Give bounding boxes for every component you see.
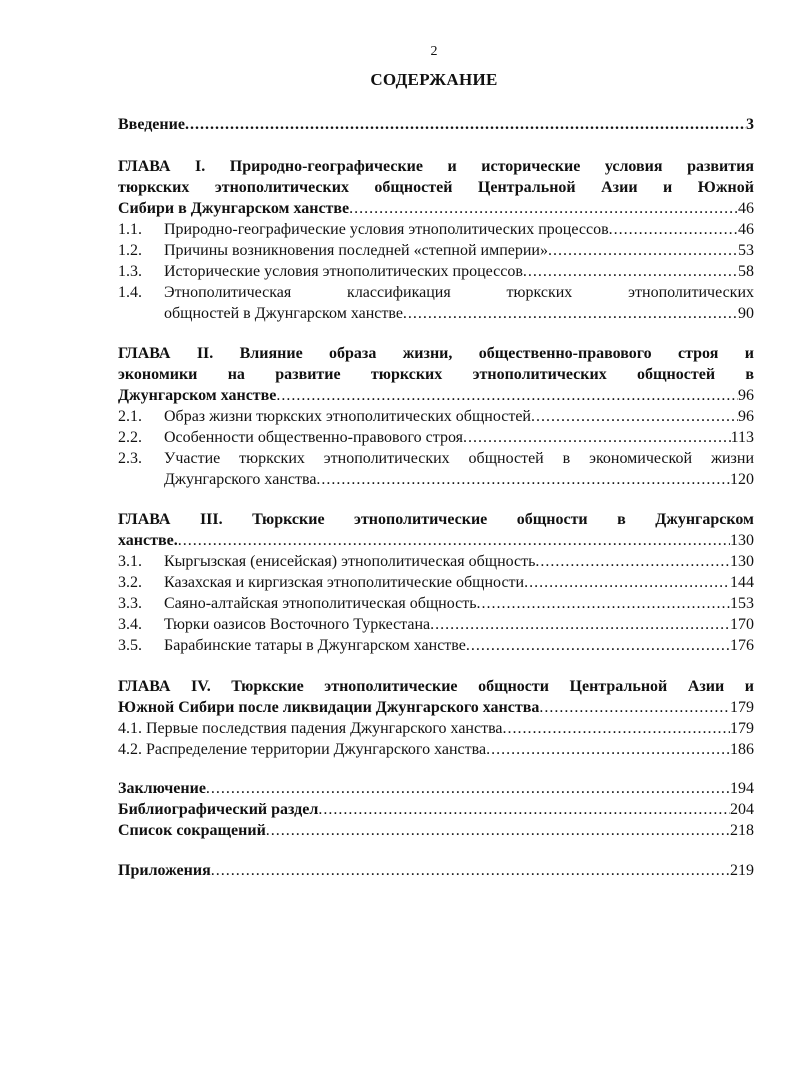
word: и bbox=[447, 158, 457, 175]
page-title: СОДЕРЖАНИЕ bbox=[370, 70, 498, 89]
entry-page: 170 bbox=[730, 616, 754, 633]
entry-label-line-1 bbox=[164, 282, 754, 303]
dot-leader bbox=[403, 303, 738, 324]
word: Центральной bbox=[569, 678, 668, 695]
word: ГЛАВА bbox=[118, 345, 171, 362]
entry-page: 46 bbox=[738, 200, 754, 217]
entry-number: 1.2. bbox=[118, 242, 142, 259]
word: Влияние bbox=[239, 345, 303, 362]
entry-label-line-2 bbox=[164, 303, 754, 324]
word: этнополитических bbox=[472, 366, 607, 383]
entry-label: Южной Сибири после ликвидации Джунгарского ханства bbox=[118, 699, 540, 716]
toc-entry-intro[interactable] bbox=[118, 114, 754, 135]
dot-leader bbox=[503, 718, 730, 739]
dot-leader bbox=[316, 469, 730, 490]
word: IV. bbox=[191, 678, 211, 695]
toc-entry-3-1[interactable] bbox=[118, 551, 754, 572]
toc-entry-3-5[interactable] bbox=[118, 635, 754, 656]
entry-number: 2.3. bbox=[118, 450, 142, 467]
toc-entry-1-3[interactable] bbox=[118, 261, 754, 282]
word: исторические bbox=[481, 158, 581, 175]
toc-entry-conclusion[interactable] bbox=[118, 778, 754, 799]
entry-label: 4.1. Первые последствия падения Джунгарского ханства bbox=[118, 720, 503, 737]
chapter-1-heading-line-3[interactable] bbox=[118, 198, 754, 219]
word: Южной bbox=[697, 179, 754, 196]
toc-entry-1-1[interactable] bbox=[118, 219, 754, 240]
page-number: 2 bbox=[430, 44, 438, 59]
entry-page: 153 bbox=[730, 595, 754, 612]
word: III. bbox=[199, 511, 223, 528]
entry-label: Причины возникновения последней «степной империи» bbox=[164, 242, 548, 259]
entry-page: 218 bbox=[730, 822, 754, 839]
entry-label: Кыргызская (енисейская) этнополитическая общность bbox=[164, 553, 536, 570]
word: этнополитические bbox=[324, 678, 458, 695]
toc-entry-1-4[interactable] bbox=[118, 282, 754, 324]
dot-leader bbox=[609, 219, 738, 240]
dot-leader bbox=[276, 385, 738, 406]
entry-page: 90 bbox=[738, 305, 754, 322]
entry-label: Заключение bbox=[118, 780, 206, 797]
chapter-2-heading-line-1[interactable] bbox=[118, 343, 754, 364]
dot-leader bbox=[185, 114, 746, 135]
entry-number: 1.4. bbox=[118, 284, 142, 301]
dot-leader bbox=[463, 427, 731, 448]
word: Азии bbox=[601, 179, 638, 196]
word: развитие bbox=[275, 366, 341, 383]
chapter-2-heading-line-3[interactable] bbox=[118, 385, 754, 406]
entry-page: 219 bbox=[730, 862, 754, 879]
toc-intro bbox=[118, 114, 754, 135]
entry-page: 120 bbox=[730, 471, 754, 488]
entry-page: 144 bbox=[730, 574, 754, 591]
word: Природно-географические bbox=[229, 158, 423, 175]
entry-label: ханстве. bbox=[118, 532, 178, 549]
entry-label: Тюрки оазисов Восточного Туркестана bbox=[164, 616, 431, 633]
word: условия bbox=[604, 158, 663, 175]
word: жизни, bbox=[402, 345, 453, 362]
chapter-4-heading-line-2[interactable] bbox=[118, 697, 754, 718]
word: и bbox=[744, 678, 754, 695]
chapter-3-heading-line-1[interactable] bbox=[118, 509, 754, 530]
toc-chapter-1 bbox=[118, 156, 754, 324]
entry-page: 46 bbox=[738, 221, 754, 238]
entry-label: Особенности общественно-правового строя bbox=[164, 429, 463, 446]
entry-number: 2.2. bbox=[118, 429, 142, 446]
entry-label: Библиографический раздел bbox=[118, 801, 319, 818]
entry-label: Саяно-алтайская этнополитическая общность bbox=[164, 595, 477, 612]
entry-label: Приложения bbox=[118, 862, 211, 879]
entry-page: 130 bbox=[730, 532, 754, 549]
entry-label: Исторические условия этнополитических процессов bbox=[164, 263, 523, 280]
entry-number: 1.3. bbox=[118, 263, 142, 280]
entry-number: 3.5. bbox=[118, 637, 142, 654]
word: развития bbox=[687, 158, 754, 175]
word: общностей bbox=[374, 179, 453, 196]
toc-entry-4-1[interactable] bbox=[118, 718, 754, 739]
entry-page: 186 bbox=[730, 741, 754, 758]
entry-number: 3.3. bbox=[118, 595, 142, 612]
word: Азии bbox=[687, 678, 725, 695]
word: общностей bbox=[637, 366, 716, 383]
chapter-1-heading-line-2[interactable] bbox=[118, 177, 754, 198]
entry-label: Образ жизни тюркских этнополитических общностей bbox=[164, 408, 531, 425]
entry-page: 53 bbox=[738, 242, 754, 259]
word: и bbox=[663, 179, 673, 196]
chapter-3-heading-line-2[interactable] bbox=[118, 530, 754, 551]
chapter-1-heading-line-1[interactable] bbox=[118, 156, 754, 177]
entry-page: 96 bbox=[738, 408, 754, 425]
word: ГЛАВА bbox=[118, 678, 171, 695]
entry-number: 3.2. bbox=[118, 574, 142, 591]
dot-leader bbox=[524, 572, 730, 593]
toc-entry-2-3[interactable] bbox=[118, 448, 754, 490]
toc-chapter-4 bbox=[118, 676, 754, 760]
word: Тюркские bbox=[252, 511, 325, 528]
dot-leader bbox=[349, 198, 738, 219]
word: общности bbox=[516, 511, 588, 528]
entry-label: Барабинские татары в Джунгарском ханстве bbox=[164, 637, 466, 654]
toc-appendix bbox=[118, 860, 754, 881]
entry-page: 179 bbox=[730, 699, 754, 716]
word: ГЛАВА bbox=[118, 511, 171, 528]
entry-label: общностей в Джунгарском ханстве bbox=[164, 305, 403, 322]
entry-number: 2.1. bbox=[118, 408, 142, 425]
toc-back-matter bbox=[118, 778, 754, 841]
entry-label: Список сокращений bbox=[118, 822, 266, 839]
word: Этнополитическая bbox=[164, 284, 292, 301]
word: в bbox=[745, 366, 754, 383]
entry-page: 3 bbox=[746, 116, 754, 133]
word: Джунгарском bbox=[655, 511, 754, 528]
toc-entry-3-4[interactable] bbox=[118, 614, 754, 635]
dot-leader bbox=[548, 240, 738, 261]
dot-leader bbox=[466, 635, 730, 656]
toc-entry-2-2[interactable] bbox=[118, 427, 754, 448]
toc-chapter-2 bbox=[118, 343, 754, 490]
entry-label: Сибири в Джунгарском ханстве bbox=[118, 200, 350, 217]
dot-leader bbox=[178, 530, 730, 551]
dot-leader bbox=[211, 860, 730, 881]
word: II. bbox=[196, 345, 214, 362]
dot-leader bbox=[477, 593, 730, 614]
toc-entry-1-2[interactable] bbox=[118, 240, 754, 261]
dot-leader bbox=[539, 697, 730, 718]
word: Тюркские bbox=[231, 678, 304, 695]
entry-label: Джунгарском ханстве bbox=[118, 387, 277, 404]
word: классификация bbox=[347, 284, 451, 301]
word: тюркских bbox=[370, 366, 443, 383]
word: тюркских bbox=[118, 179, 190, 196]
entry-page: 113 bbox=[730, 429, 754, 446]
dot-leader bbox=[523, 261, 738, 282]
entry-page: 176 bbox=[730, 637, 754, 654]
entry-number: 3.4. bbox=[118, 616, 142, 633]
entry-label: Природно-географические условия этнополитических процессов bbox=[164, 221, 609, 238]
toc-entry-appendix[interactable] bbox=[118, 860, 754, 881]
word: на bbox=[227, 366, 245, 383]
dot-leader bbox=[318, 799, 730, 820]
entry-page: 96 bbox=[738, 387, 754, 404]
word: общественно-правового bbox=[478, 345, 652, 362]
toc-entry-2-1[interactable] bbox=[118, 406, 754, 427]
dot-leader bbox=[206, 778, 730, 799]
entry-label-line-1: Участие тюркских этнополитических общностей в экономической жизни bbox=[164, 450, 754, 467]
toc-entry-4-2[interactable] bbox=[118, 739, 754, 760]
entry-page: 58 bbox=[738, 263, 754, 280]
entry-page: 179 bbox=[730, 720, 754, 737]
entry-page: 204 bbox=[730, 801, 754, 818]
toc-chapter-3 bbox=[118, 509, 754, 656]
toc-entry-bibliography[interactable] bbox=[118, 799, 754, 820]
dot-leader bbox=[486, 739, 730, 760]
dot-leader bbox=[531, 406, 738, 427]
word: этнополитических bbox=[628, 284, 754, 301]
word: Центральной bbox=[477, 179, 576, 196]
word: ГЛАВА bbox=[118, 158, 171, 175]
entry-label: 4.2. Распределение территории Джунгарского ханства bbox=[118, 741, 487, 758]
word: этнополитических bbox=[214, 179, 349, 196]
word: строя bbox=[677, 345, 719, 362]
entry-number: 3.1. bbox=[118, 553, 142, 570]
dot-leader bbox=[430, 614, 730, 635]
toc-entry-3-3[interactable] bbox=[118, 593, 754, 614]
toc-entry-abbreviations[interactable] bbox=[118, 820, 754, 841]
dot-leader bbox=[535, 551, 730, 572]
entry-page: 130 bbox=[730, 553, 754, 570]
word: экономики bbox=[118, 366, 198, 383]
chapter-4-heading-line-1[interactable] bbox=[118, 676, 754, 697]
word: I. bbox=[195, 158, 206, 175]
entry-number: 1.1. bbox=[118, 221, 142, 238]
word: этнополитические bbox=[354, 511, 488, 528]
entry-label: Казахская и киргизская этнополитические общности bbox=[164, 574, 525, 591]
entry-label: Введение bbox=[118, 116, 185, 133]
word: общности bbox=[478, 678, 549, 695]
word: и bbox=[744, 345, 754, 362]
word: в bbox=[617, 511, 626, 528]
toc-entry-3-2[interactable] bbox=[118, 572, 754, 593]
entry-page: 194 bbox=[730, 780, 754, 797]
chapter-2-heading-line-2[interactable] bbox=[118, 364, 754, 385]
entry-label: Джунгарского ханства bbox=[164, 471, 317, 488]
word: образа bbox=[329, 345, 377, 362]
dot-leader bbox=[266, 820, 730, 841]
entry-label-line-2 bbox=[164, 469, 754, 490]
word: тюркских bbox=[506, 284, 573, 301]
